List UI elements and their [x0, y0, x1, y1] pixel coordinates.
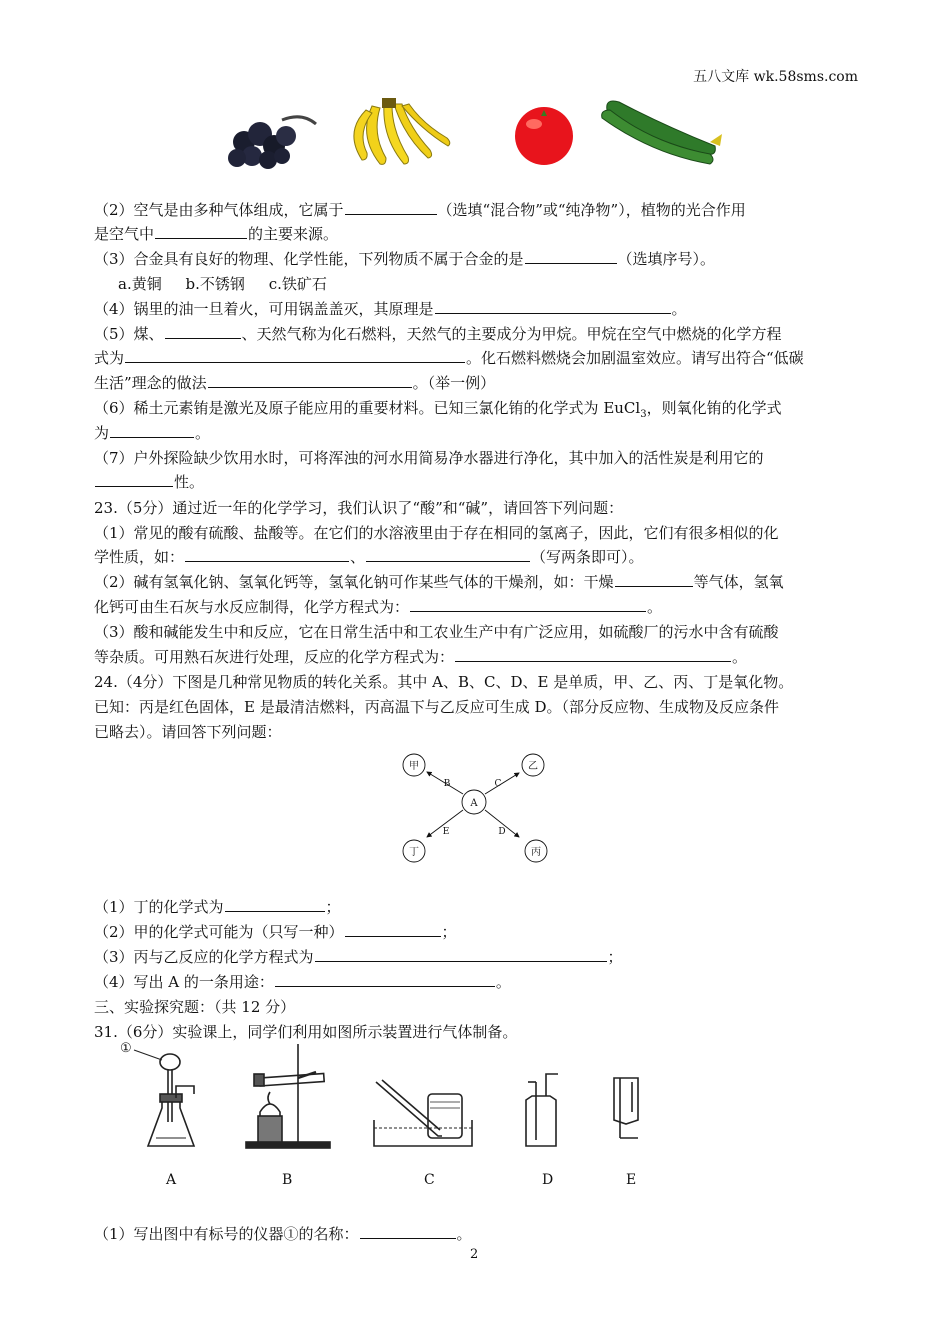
answer-blank[interactable] [95, 470, 173, 487]
q23-part1-line2: 学性质，如： 、 （写两条即可）。 [94, 545, 858, 569]
apparatus-b [246, 1044, 330, 1148]
marker-1: ① [120, 1041, 132, 1056]
q22-part7-line2: 性。 [94, 470, 858, 494]
node-jia-label: 甲 [409, 761, 419, 772]
section-3-heading: 三、实验探究题：（共 12 分） [94, 998, 296, 1016]
apparatus-label-a: A [166, 1172, 177, 1188]
answer-blank[interactable] [155, 222, 247, 239]
q24-sub1: （1）丁的化学式为 ； [94, 895, 858, 919]
q23-part1-line1: （1）常见的酸有硫酸、盐酸等。在它们的水溶液里由于存在相同的氢离子，因此，它们有很多相似的化 [94, 524, 779, 542]
q22-part5-line3: 生活”理念的做法 。（举一例） [94, 371, 858, 395]
q24-line3: 已略去）。请回答下列问题： [94, 723, 282, 741]
page-number: 2 [470, 1247, 479, 1262]
q23-part2-line2: 化钙可由生石灰与水反应制得，化学方程式为： 。 [94, 595, 858, 619]
q24-sub2: （2）甲的化学式可能为（只写一种） ； [94, 920, 858, 944]
conversion-diagram [394, 748, 554, 870]
answer-blank[interactable] [208, 371, 412, 388]
lab-apparatus [120, 1041, 668, 1160]
header-site: 五八文库 wk.58sms.com [693, 69, 858, 85]
answer-blank[interactable] [185, 545, 349, 562]
q22-part6-line2: 为 。 [94, 421, 858, 445]
tomato-image [515, 107, 573, 165]
arrow-a-to-yi [485, 773, 519, 794]
edge-e-label: E [442, 827, 450, 837]
node-ding-label: 丁 [409, 847, 419, 858]
q22-part3-options: a.黄铜 b.不锈钢 c.铁矿石 [118, 275, 327, 293]
q23-title: 23.（5分）通过近一年的化学学习，我们认识了“酸”和“碱”，请回答下列问题： [94, 499, 624, 517]
q22-part2-line2: 是空气中 的主要来源。 [94, 222, 858, 246]
q31-title: 31.（6分）实验课上，同学们利用如图所示装置进行气体制备。 [94, 1023, 518, 1041]
answer-blank[interactable] [165, 322, 241, 339]
edge-d-label: D [498, 827, 506, 837]
q23-part3-line1: （3）酸和碱能发生中和反应，它在日常生活中和工农业生产中有广泛应用，如硫酸厂的污水中含有硫酸 [94, 623, 779, 641]
apparatus-label-c: C [424, 1172, 435, 1188]
answer-blank[interactable] [315, 945, 607, 962]
answer-blank[interactable] [615, 570, 693, 587]
q24-sub4: （4）写出 A 的一条用途： 。 [94, 970, 858, 994]
apparatus-label-b: B [282, 1172, 293, 1188]
apparatus-e [614, 1078, 638, 1138]
answer-blank[interactable] [360, 1222, 456, 1239]
node-bing-label: 丙 [531, 847, 541, 858]
fruit-images [222, 98, 732, 170]
q22-part6-line1: （6）稀土元素铕是激光及原子能应用的重要材料。已知三氯化铕的化学式为 EuCl$_3$，则氧化铕的化学式 [94, 399, 782, 420]
apparatus-a [120, 1041, 194, 1146]
apparatus-label-d: D [542, 1172, 554, 1188]
q31-sub1: （1）写出图中有标号的仪器①的名称： 。 [94, 1222, 858, 1246]
apparatus-c [374, 1080, 472, 1146]
q23-part2-line1: （2）碱有氢氧化钠、氢氧化钙等，氢氧化钠可作某些气体的干燥剂，如：干燥 等气体，氢氧 [94, 570, 858, 594]
q24-sub3: （3）丙与乙反应的化学方程式为 ； [94, 945, 858, 969]
banana-image [354, 98, 450, 164]
cucumber-image [602, 101, 722, 164]
answer-blank[interactable] [275, 970, 495, 987]
answer-blank[interactable] [366, 545, 530, 562]
q24-line1: 24.（4分）下图是几种常见物质的转化关系。其中 A、B、C、D、E 是单质，甲、乙、丙、丁是氧化物。 [94, 673, 794, 691]
answer-blank[interactable] [435, 297, 671, 314]
answer-blank[interactable] [110, 421, 194, 438]
answer-blank[interactable] [345, 198, 437, 215]
edge-c-label: C [494, 779, 502, 789]
apparatus-label-e: E [626, 1172, 637, 1188]
answer-blank[interactable] [410, 595, 646, 612]
node-yi-label: 乙 [528, 761, 538, 772]
q24-line2: 已知：丙是红色固体，E 是最清洁燃料，丙高温下与乙反应可生成 D。（部分反应物、生成物及反应条件 [94, 698, 780, 716]
answer-blank[interactable] [125, 346, 465, 363]
node-a-label: A [470, 798, 478, 809]
q22-part4: （4）锅里的油一旦着火，可用锅盖盖灭，其原理是 。 [94, 297, 858, 321]
q22-part2-line1: （2）空气是由多种气体组成，它属于 （选填“混合物”或“纯净物”），植物的光合作用 [94, 198, 858, 222]
grapes-image [228, 117, 316, 169]
q22-part5-line2: 式为 。化石燃料燃烧会加剧温室效应。请写出符合“低碳 [94, 346, 858, 370]
answer-blank[interactable] [345, 920, 441, 937]
q22-part5-line1: （5）煤、 、天然气称为化石燃料，天然气的主要成分为甲烷。甲烷在空气中燃烧的化学方程 [94, 322, 858, 346]
answer-blank[interactable] [225, 895, 325, 912]
answer-blank[interactable] [455, 645, 731, 662]
apparatus-d [526, 1074, 558, 1146]
q22-part3: （3）合金具有良好的物理、化学性能，下列物质不属于合金的是 （选填序号）。 [94, 247, 858, 271]
q23-part3-line2: 等杂质。可用熟石灰进行处理，反应的化学方程式为： 。 [94, 645, 858, 669]
q22-part7-line1: （7）户外探险缺少饮用水时，可将浑浊的河水用简易净水器进行净化，其中加入的活性炭是利用它的 [94, 449, 764, 467]
answer-blank[interactable] [525, 247, 617, 264]
edge-b-label: B [443, 779, 451, 789]
